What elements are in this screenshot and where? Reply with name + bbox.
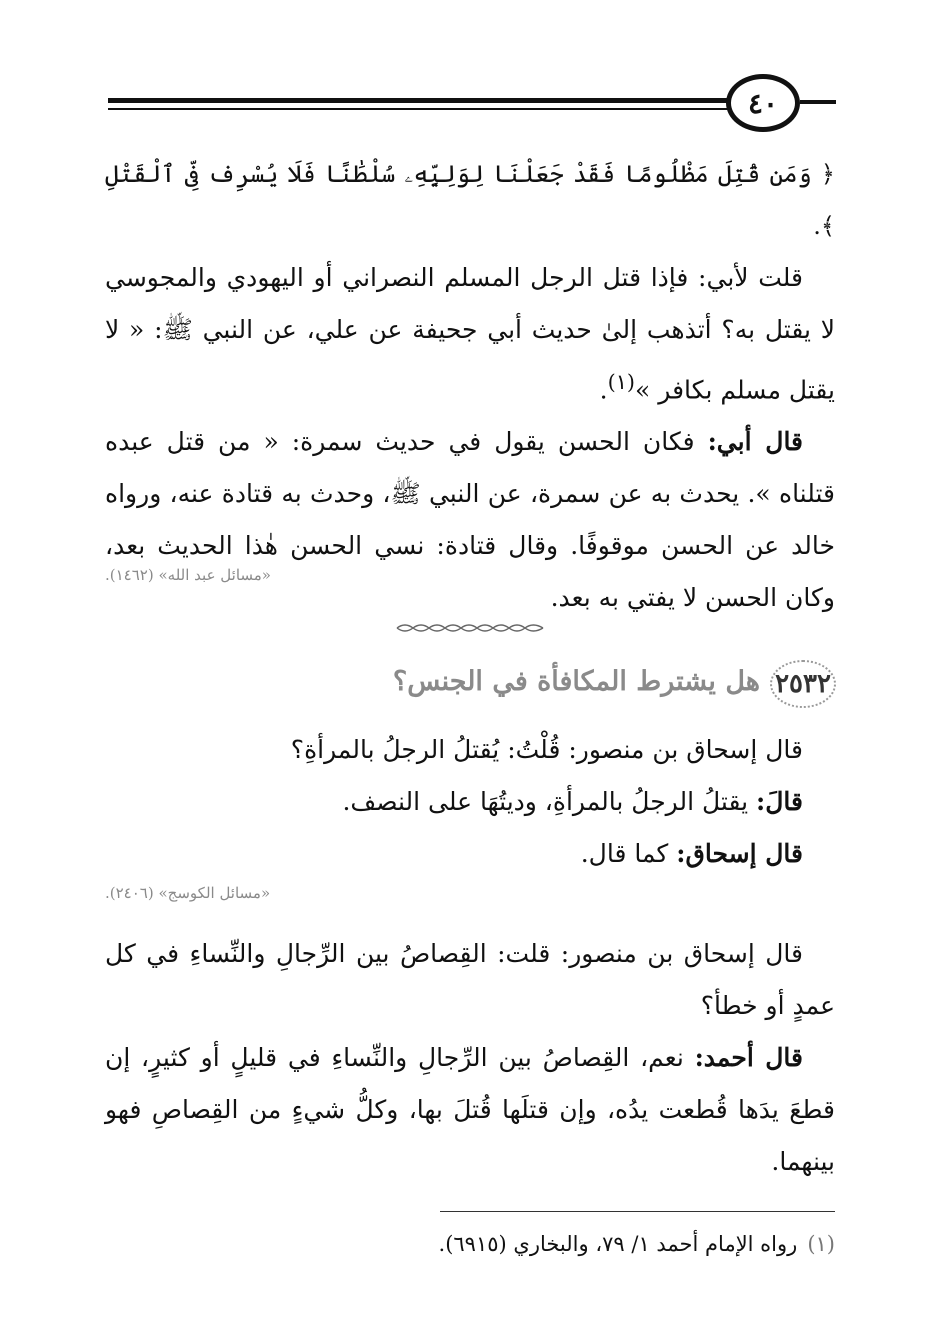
section-title: هل يشترط المكافأة في الجنس؟ (392, 666, 760, 697)
ornament-divider (395, 620, 545, 636)
page-number: ٤٠ (726, 74, 800, 132)
header-rule-right (800, 100, 836, 104)
answer-1b (105, 828, 835, 880)
footnote-rule (440, 1211, 835, 1212)
answer-2-text: نعم، القِصاصُ بين الرِّجالِ والنِّساءِ في قليلٍ أو كثيرٍ، إن قطعَ يدَها قُطعت يدُه، وإن قتلَها قُتلَ بها، وكلُّ شيءٍ من القِصاصِ فهو بينهما. (105, 1043, 835, 1176)
paragraph-2-text: فكان الحسن يقول في حديث سمرة: « من قتل عبده قتلناه ». يحدث به عن سمرة، عن النبي ﷺ، وحدث به قتادة عنه، ورواه خالد عن الحسن موقوفًا. وقال قتادة: نسي الحسن هٰذا الحديث بعد، وكان الحسن لا يفتي به بعد. (105, 427, 835, 613)
source-note-1: «مسائل عبد الله» (١٤٦٢). (105, 566, 271, 584)
paragraph-2 (105, 416, 835, 624)
source-note-2: «مسائل الكوسج» (٢٤٠٦). (105, 884, 271, 902)
paragraph-2-speaker: قال أبي: (707, 427, 804, 457)
answer-1-speaker: قالَ: (756, 787, 803, 816)
footnote-text: رواه الإمام أحمد ١/ ٧٩، والبخاري (٦٩١٥). (438, 1232, 798, 1256)
section-text-block-2 (105, 928, 835, 1188)
question-1: قال إسحاق بن منصور: قُلْتُ: يُقتلُ الرجلُ بالمرأةِ؟ (290, 735, 803, 764)
answer-1b-text: كما قال. (580, 839, 669, 868)
answer-1 (105, 776, 835, 828)
quran-verse: ﴿ وَمَن قُتِلَ مَظْلُومًا فَقَدْ جَعَلْنَا لِوَلِيِّهِۦ سُلْطَٰنًا فَلَا يُسْرِف فِّى ٱلْقَتْلِ ﴾. (105, 160, 835, 240)
footnote-number: (١) (807, 1232, 835, 1256)
section-text-block (105, 724, 835, 880)
footnote-ref: (١) (607, 370, 636, 394)
answer-2 (105, 1032, 835, 1188)
main-text-block (105, 148, 835, 624)
paragraph-1-end: . (599, 375, 608, 405)
footnote (105, 1232, 835, 1256)
paragraph-1-text: قلت لأبي: فإذا قتل الرجل المسلم النصراني أو اليهودي والمجوسي لا يقتل به؟ أتذهب إلىٰ حديث أبي جحيفة عن علي، عن النبي ﷺ: « لا يقتل مسلم بكافر » (105, 263, 835, 405)
answer-2-speaker: قال أحمد: (694, 1043, 803, 1072)
paragraph-1 (105, 252, 835, 416)
header-rule-thick (108, 98, 728, 103)
header-rule-thin (108, 108, 728, 110)
answer-1-text: يقتلُ الرجلُ بالمرأةِ، وديتُهَا على النصف. (342, 787, 749, 816)
answer-1b-speaker: قال إسحاق: (676, 839, 803, 868)
section-number-badge: ٢٥٣٢ (770, 660, 836, 708)
question-2: قال إسحاق بن منصور: قلت: القِصاصُ بين الرِّجالِ والنِّساءِ في كل عمدٍ أو خطأ؟ (105, 939, 835, 1020)
